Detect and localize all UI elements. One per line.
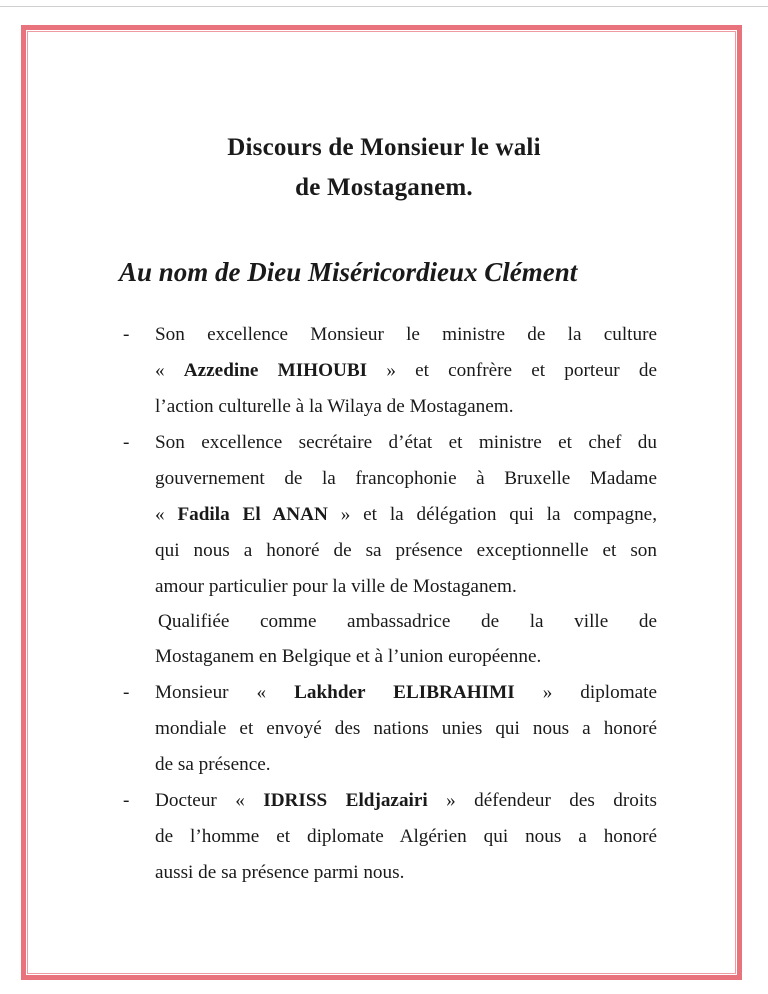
- list-bullet-dash: -: [123, 682, 130, 703]
- item-1-line-1: Son excellence Monsieur le ministre de la culture: [155, 324, 657, 345]
- item-4-line-2: de l’homme et diplomate Algérien qui nous a honoré: [155, 826, 657, 847]
- person-name: Azzedine MIHOUBI: [183, 360, 368, 381]
- person-name: Lakhder ELIBRAHIMI: [294, 682, 515, 703]
- item-2-line-1: Son excellence secrétaire d’état et ministre et chef du: [155, 432, 657, 453]
- document-title-line-1: Discours de Monsieur le wali: [227, 134, 541, 161]
- list-bullet-dash: -: [123, 790, 130, 811]
- item-2-line-3: « Fadila El ANAN » et la délégation qui la compagne,: [155, 504, 657, 525]
- scan-edge-line: [0, 6, 768, 7]
- document-title-line-2: de Mostaganem.: [295, 174, 473, 201]
- item-2-line-4: qui nous a honoré de sa présence exceptionnelle et son: [155, 540, 657, 561]
- item-3-line-3: de sa présence.: [155, 754, 271, 775]
- item-1-line-3: l’action culturelle à la Wilaya de Mostaganem.: [155, 396, 514, 417]
- item-2-line-7: Mostaganem en Belgique et à l’union européenne.: [155, 646, 542, 667]
- person-name: Fadila El ANAN: [177, 504, 328, 525]
- item-4-line-1: Docteur « IDRISS Eldjazairi » défendeur des droits: [155, 790, 657, 811]
- item-2-line-6: Qualifiée comme ambassadrice de la ville de: [158, 611, 657, 632]
- item-2-line-2: gouvernement de la francophonie à Bruxelle Madame: [155, 468, 657, 489]
- item-1-line-2: « Azzedine MIHOUBI » et confrère et porteur de: [155, 360, 658, 381]
- item-2-line-5: amour particulier pour la ville de Mostaganem.: [155, 576, 517, 597]
- list-bullet-dash: -: [123, 324, 130, 345]
- person-name: IDRISS Eldjazairi: [263, 790, 428, 811]
- item-3-line-1: Monsieur « Lakhder ELIBRAHIMI » diplomate: [155, 682, 658, 703]
- item-3-line-2: mondiale et envoyé des nations unies qui nous a honoré: [155, 718, 657, 739]
- invocation-heading: Au nom de Dieu Miséricordieux Clément: [119, 257, 578, 287]
- item-4-line-3: aussi de sa présence parmi nous.: [155, 862, 405, 883]
- list-bullet-dash: -: [123, 432, 130, 453]
